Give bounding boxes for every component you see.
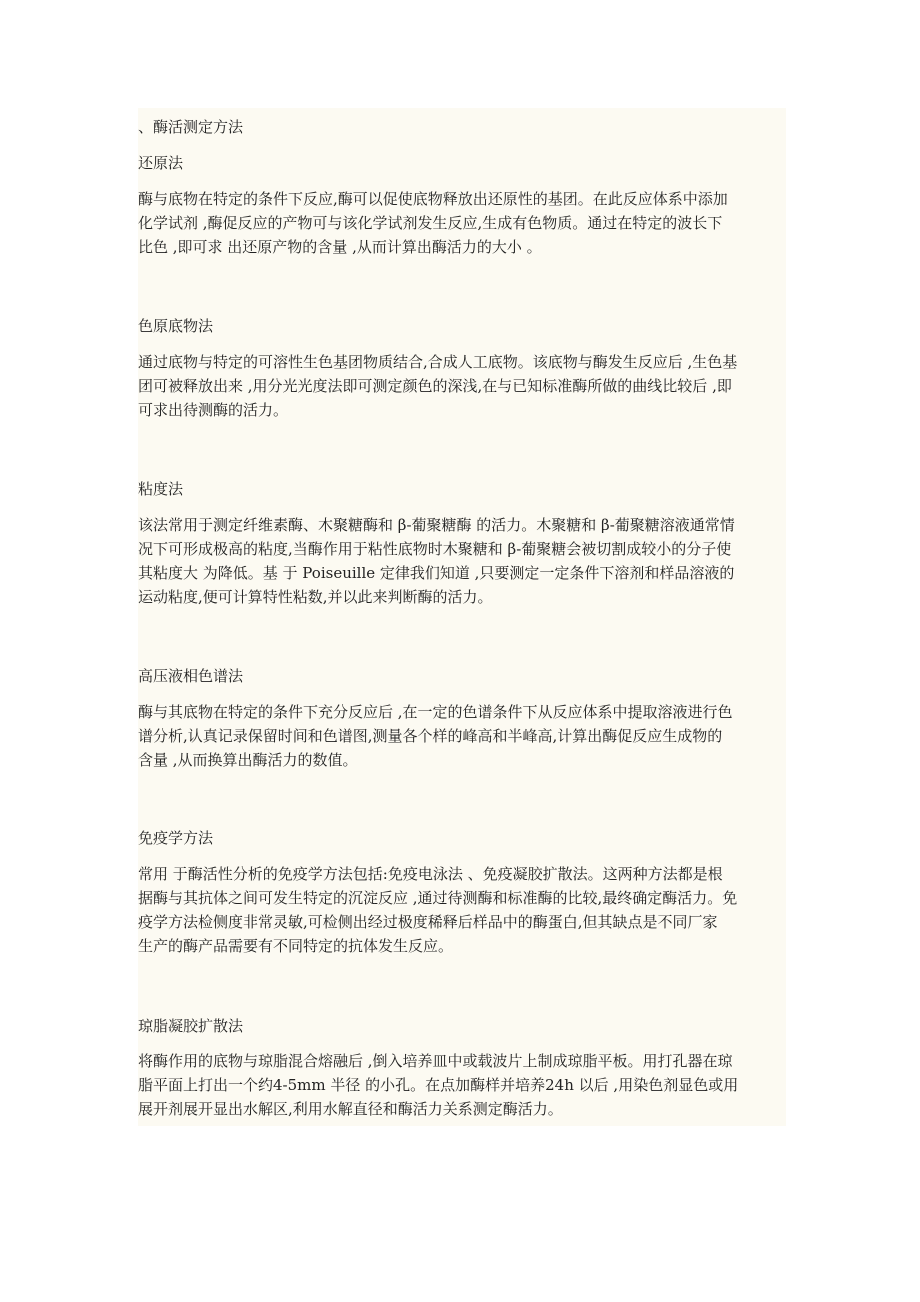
body-line: 比色 ,即可求 出还原产物的含量 ,从而计算出酶活力的大小 。 <box>138 238 542 256</box>
section-body-reduction <box>138 187 786 259</box>
section-heading-hplc: 高压液相色谱法 <box>138 667 244 685</box>
body-line: 团可被释放出来 ,用分光光度法即可测定颜色的深浅,在与已知标准酶所做的曲线比较后 ,即 <box>138 377 732 395</box>
body-line: 脂平面上打出一个约4-5mm 半径 的小孔。在点加酶样并培养24h 以后 ,用染色剂显色或用 <box>138 1076 739 1094</box>
body-line: 其粘度大 为降低。基 于 Poiseuille 定律我们知道 ,只要测定一定条件下溶剂和样品溶液的 <box>138 564 735 582</box>
body-line: 将酶作用的底物与琼脂混合熔融后 ,倒入培养皿中或载波片上制成琼脂平板。用打孔器在琼 <box>138 1052 733 1070</box>
body-line: 酶与其底物在特定的条件下充分反应后 ,在一定的色谱条件下从反应体系中提取溶液进行色 <box>138 703 733 721</box>
body-line: 谱分析,认真记录保留时间和色谱图,测量各个样的峰高和半峰高,计算出酶促反应生成物的 <box>138 727 723 745</box>
body-line: 据酶与其抗体之间可发生特定的沉淀反应 ,通过待测酶和标准酶的比较,最终确定酶活力。免 <box>138 889 738 907</box>
document-content-area <box>138 108 786 1126</box>
section-body-viscosity <box>138 513 786 609</box>
body-line: 酶与底物在特定的条件下反应,酶可以促使底物释放出还原性的基团。在此反应体系中添加 <box>138 190 728 208</box>
body-line: 展开剂展开显出水解区,利用水解直径和酶活力关系测定酶活力。 <box>138 1100 563 1118</box>
section-body-chromogenic-substrate <box>138 350 786 422</box>
section-heading-agar-gel-diffusion: 琼脂凝胶扩散法 <box>138 1017 244 1035</box>
document-title: 、酶活测定方法 <box>138 118 244 136</box>
body-line: 况下可形成极高的粘度,当酶作用于粘性底物时木聚糖和 β-葡聚糖会被切割成较小的分子使 <box>138 540 732 558</box>
body-line: 含量 ,从而换算出酶活力的数值。 <box>138 751 358 769</box>
body-line: 化学试剂 ,酶促反应的产物可与该化学试剂发生反应,生成有色物质。通过在特定的波长下 <box>138 214 723 232</box>
body-line: 通过底物与特定的可溶性生色基团物质结合,合成人工底物。该底物与酶发生反应后 ,生色基 <box>138 353 738 371</box>
body-line: 常用 于酶活性分析的免疫学方法包括:免疫电泳法 、免疫凝胶扩散法。这两种方法都是根 <box>138 865 723 883</box>
section-body-hplc <box>138 700 786 772</box>
body-line: 生产的酶产品需要有不同特定的抗体发生反应。 <box>138 937 454 955</box>
body-line: 可求出待测酶的活力。 <box>138 401 289 419</box>
body-line: 运动粘度,便可计算特性粘数,并以此来判断酶的活力。 <box>138 588 493 606</box>
section-body-immunological <box>138 862 786 958</box>
section-heading-chromogenic-substrate: 色原底物法 <box>138 317 214 335</box>
body-line: 该法常用于测定纤维素酶、木聚糖酶和 β-葡聚糖酶 的活力。木聚糖和 β-葡聚糖溶液通常情 <box>138 516 735 534</box>
section-heading-immunological: 免疫学方法 <box>138 829 214 847</box>
section-body-agar-gel-diffusion <box>138 1049 786 1121</box>
section-heading-viscosity: 粘度法 <box>138 480 184 498</box>
section-heading-reduction: 还原法 <box>138 154 184 172</box>
body-line: 疫学方法检侧度非常灵敏,可检侧出经过极度稀释后样品中的酶蛋白,但其缺点是不同厂家 <box>138 913 718 931</box>
